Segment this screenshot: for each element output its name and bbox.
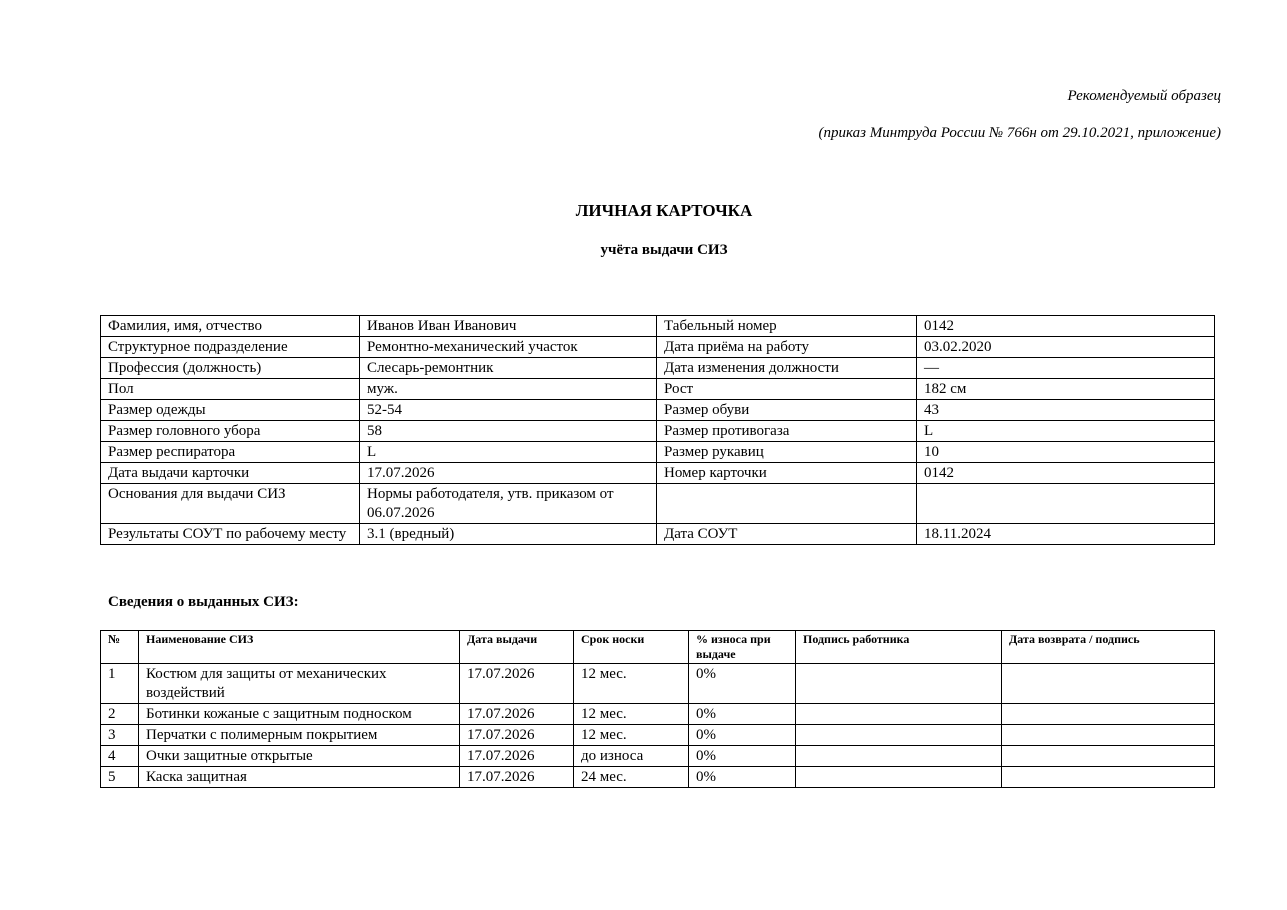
info-label: Дата выдачи карточки bbox=[101, 463, 360, 484]
cell-return bbox=[1002, 704, 1215, 725]
cell-number: 3 bbox=[101, 725, 139, 746]
cell-number: 1 bbox=[101, 664, 139, 704]
table-row bbox=[101, 725, 1215, 746]
table-row bbox=[101, 316, 1215, 337]
table-row bbox=[101, 484, 1215, 524]
info-label: Основания для выдачи СИЗ bbox=[101, 484, 360, 524]
cell-issue-date: 17.07.2026 bbox=[460, 704, 574, 725]
cell-wear-percent: 0% bbox=[689, 725, 796, 746]
info-label: Размер респиратора bbox=[101, 442, 360, 463]
table-row bbox=[101, 400, 1215, 421]
order-reference-note: (приказ Минтруда России № 766н от 29.10.2021, приложение) bbox=[818, 125, 1221, 141]
info-value: 3.1 (вредный) bbox=[360, 524, 657, 545]
info-value: 17.07.2026 bbox=[360, 463, 657, 484]
table-row bbox=[101, 704, 1215, 725]
cell-wear-percent: 0% bbox=[689, 664, 796, 704]
info-label: Фамилия, имя, отчество bbox=[101, 316, 360, 337]
info-value: 0142 bbox=[917, 463, 1215, 484]
cell-return bbox=[1002, 664, 1215, 704]
info-value: — bbox=[917, 358, 1215, 379]
cell-signature bbox=[796, 746, 1002, 767]
column-header-signature: Подпись работника bbox=[796, 631, 1002, 664]
cell-number: 2 bbox=[101, 704, 139, 725]
info-value: L bbox=[917, 421, 1215, 442]
column-header-name: Наименование СИЗ bbox=[139, 631, 460, 664]
issued-section-title: Сведения о выданных СИЗ: bbox=[108, 594, 299, 610]
cell-return bbox=[1002, 767, 1215, 788]
info-label: Дата СОУТ bbox=[657, 524, 917, 545]
table-row bbox=[101, 664, 1215, 704]
cell-signature bbox=[796, 704, 1002, 725]
info-label: Размер одежды bbox=[101, 400, 360, 421]
table-row bbox=[101, 358, 1215, 379]
info-label: Профессия (должность) bbox=[101, 358, 360, 379]
info-label: Структурное подразделение bbox=[101, 337, 360, 358]
cell-name: Перчатки с полимерным покрытием bbox=[139, 725, 460, 746]
info-label: Дата изменения должности bbox=[657, 358, 917, 379]
table-row bbox=[101, 463, 1215, 484]
cell-number: 4 bbox=[101, 746, 139, 767]
info-value: Ремонтно-механический участок bbox=[360, 337, 657, 358]
cell-wear-period: 24 мес. bbox=[574, 767, 689, 788]
info-label bbox=[657, 484, 917, 524]
column-header-issue-date: Дата выдачи bbox=[460, 631, 574, 664]
table-row bbox=[101, 379, 1215, 400]
info-label: Размер противогаза bbox=[657, 421, 917, 442]
table-row bbox=[101, 524, 1215, 545]
info-value: Слесарь-ремонтник bbox=[360, 358, 657, 379]
cell-name: Ботинки кожаные с защитным подноском bbox=[139, 704, 460, 725]
cell-signature bbox=[796, 725, 1002, 746]
cell-name: Костюм для защиты от механических воздействий bbox=[139, 664, 460, 704]
employee-info-table bbox=[100, 315, 1215, 545]
table-row bbox=[101, 746, 1215, 767]
info-label: Табельный номер bbox=[657, 316, 917, 337]
info-value: 52-54 bbox=[360, 400, 657, 421]
cell-issue-date: 17.07.2026 bbox=[460, 725, 574, 746]
info-label: Размер рукавиц bbox=[657, 442, 917, 463]
document-title: ЛИЧНАЯ КАРТОЧКА bbox=[575, 201, 753, 220]
info-label: Номер карточки bbox=[657, 463, 917, 484]
issued-ppe-table bbox=[100, 630, 1215, 788]
info-value: 18.11.2024 bbox=[917, 524, 1215, 545]
info-value: Иванов Иван Иванович bbox=[360, 316, 657, 337]
cell-wear-period: до износа bbox=[574, 746, 689, 767]
info-label: Размер обуви bbox=[657, 400, 917, 421]
cell-return bbox=[1002, 746, 1215, 767]
info-value: 0142 bbox=[917, 316, 1215, 337]
info-value: 43 bbox=[917, 400, 1215, 421]
cell-name: Каска защитная bbox=[139, 767, 460, 788]
table-row bbox=[101, 421, 1215, 442]
cell-wear-period: 12 мес. bbox=[574, 664, 689, 704]
info-label: Дата приёма на работу bbox=[657, 337, 917, 358]
column-header-wear-period: Срок носки bbox=[574, 631, 689, 664]
info-label: Пол bbox=[101, 379, 360, 400]
info-label: Размер головного убора bbox=[101, 421, 360, 442]
table-row bbox=[101, 442, 1215, 463]
info-value: муж. bbox=[360, 379, 657, 400]
cell-wear-period: 12 мес. bbox=[574, 704, 689, 725]
cell-wear-percent: 0% bbox=[689, 746, 796, 767]
cell-wear-percent: 0% bbox=[689, 767, 796, 788]
cell-issue-date: 17.07.2026 bbox=[460, 767, 574, 788]
table-header-row bbox=[101, 631, 1215, 664]
column-header-wear-percent: % износа при выдаче bbox=[689, 631, 796, 664]
info-value: 58 bbox=[360, 421, 657, 442]
cell-wear-period: 12 мес. bbox=[574, 725, 689, 746]
info-value: 03.02.2020 bbox=[917, 337, 1215, 358]
info-label: Результаты СОУТ по рабочему месту bbox=[101, 524, 360, 545]
column-header-number: № bbox=[101, 631, 139, 664]
cell-return bbox=[1002, 725, 1215, 746]
cell-signature bbox=[796, 664, 1002, 704]
table-row bbox=[101, 767, 1215, 788]
cell-number: 5 bbox=[101, 767, 139, 788]
info-value: 10 bbox=[917, 442, 1215, 463]
info-value bbox=[917, 484, 1215, 524]
column-header-return: Дата возврата / подпись bbox=[1002, 631, 1215, 664]
cell-issue-date: 17.07.2026 bbox=[460, 664, 574, 704]
info-value: Нормы работодателя, утв. приказом от 06.07.2026 bbox=[360, 484, 657, 524]
info-value: L bbox=[360, 442, 657, 463]
info-label: Рост bbox=[657, 379, 917, 400]
document-subtitle: учёта выдачи СИЗ bbox=[600, 242, 728, 258]
cell-name: Очки защитные открытые bbox=[139, 746, 460, 767]
cell-issue-date: 17.07.2026 bbox=[460, 746, 574, 767]
info-value: 182 см bbox=[917, 379, 1215, 400]
cell-wear-percent: 0% bbox=[689, 704, 796, 725]
recommended-sample-note: Рекомендуемый образец bbox=[1067, 88, 1221, 104]
table-row bbox=[101, 337, 1215, 358]
cell-signature bbox=[796, 767, 1002, 788]
